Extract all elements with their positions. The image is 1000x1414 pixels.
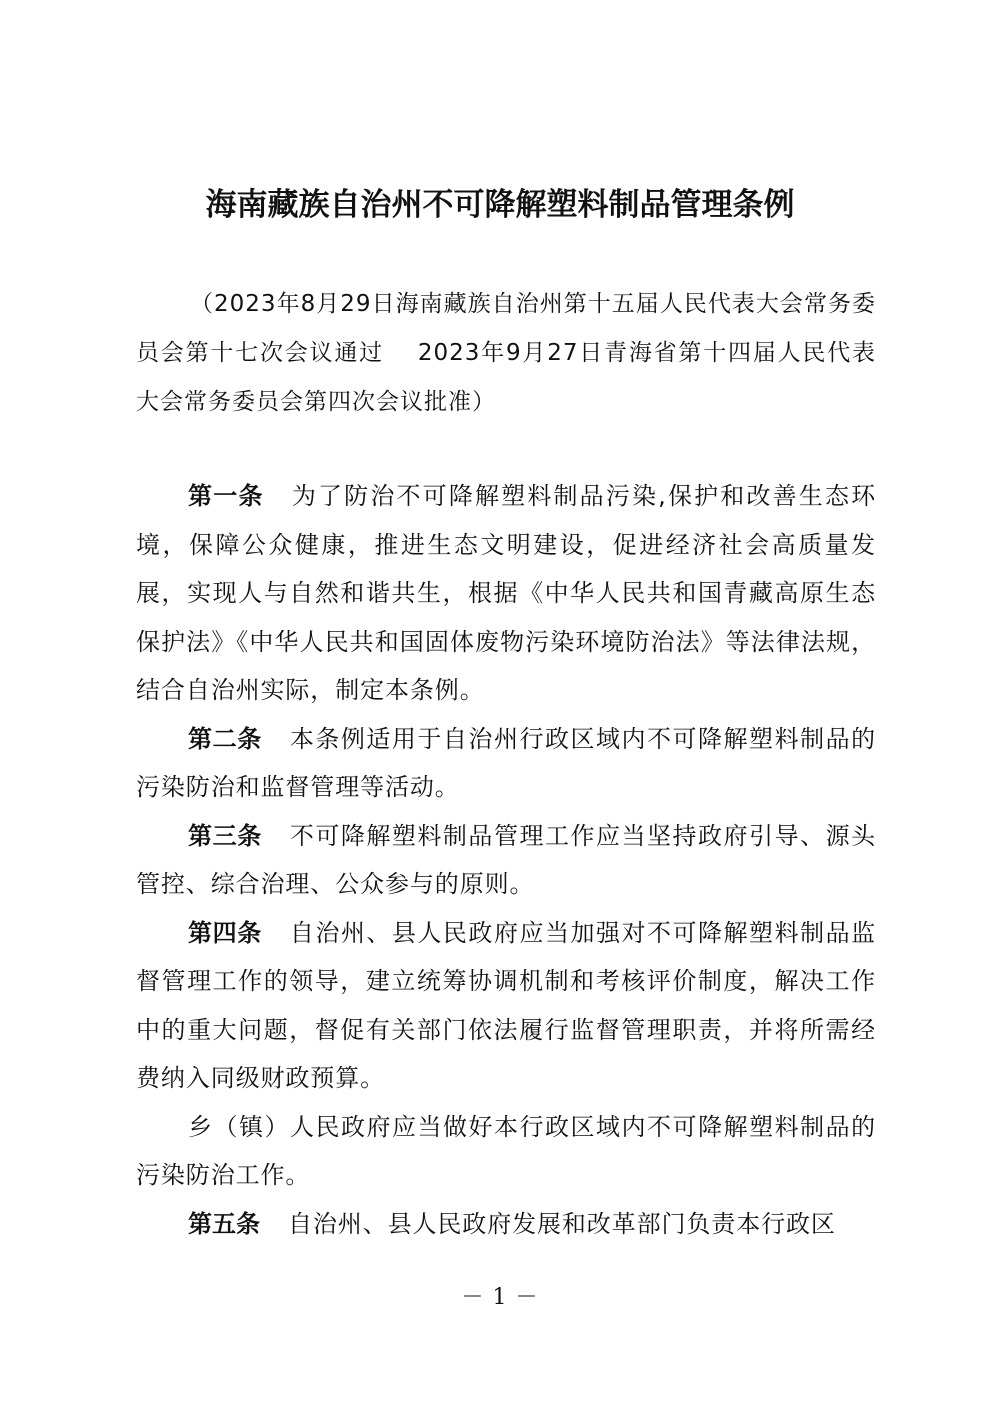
article-text: 本条例适用于自治州行政区域内不可降解塑料制品的污染防治和监督管理等活动。 xyxy=(136,724,877,801)
article-label: 第一条 xyxy=(188,482,264,510)
article-paragraph xyxy=(136,715,876,812)
article-text: 不可降解塑料制品管理工作应当坚持政府引导、源头管控、综合治理、公众参与的原则。 xyxy=(136,821,877,898)
adoption-note: （2023年8月29日海南藏族自治州第十五届人民代表大会常务委员会第十七次会议通过 2023年9月27日青海省第十四届人民代表大会常务委员会第四次会议批准） xyxy=(136,291,876,415)
sub-paragraph xyxy=(136,1103,876,1200)
document-title: 海南藏族自治州不可降解塑料制品管理条例 xyxy=(205,187,795,223)
article-text: 为了防治不可降解塑料制品污染,保护和改善生态环境，保障公众健康，推进生态文明建设，促进经济社会高质量发展，实现人与自然和谐共生，根据《中华人民共和国青藏高原生态保护法》《中华人民共和国固体废物污染环境防治法》等法律法规，结合自治州实际，制定本条例。 xyxy=(136,482,877,704)
article-paragraph xyxy=(136,472,876,715)
article-paragraph xyxy=(136,1200,876,1249)
article-text: 自治州、县人民政府发展和改革部门负责本行政区 xyxy=(288,1209,836,1238)
article-label: 第三条 xyxy=(188,821,262,850)
article-label: 第四条 xyxy=(188,918,262,947)
document-body xyxy=(136,472,876,1248)
article-paragraph xyxy=(136,909,876,1103)
page-number: － 1 － xyxy=(461,1285,539,1310)
article-paragraph xyxy=(136,812,876,909)
article-label: 第五条 xyxy=(188,1209,260,1238)
article-label: 第二条 xyxy=(188,724,262,753)
article-text: 自治州、县人民政府应当加强对不可降解塑料制品监督管理工作的领导，建立统筹协调机制和考核评价制度，解决工作中的重大问题，督促有关部门依法履行监督管理职责，并将所需经费纳入同级财政预算。 xyxy=(136,918,877,1092)
article-text: 乡（镇）人民政府应当做好本行政区域内不可降解塑料制品的污染防治工作。 xyxy=(136,1112,876,1189)
